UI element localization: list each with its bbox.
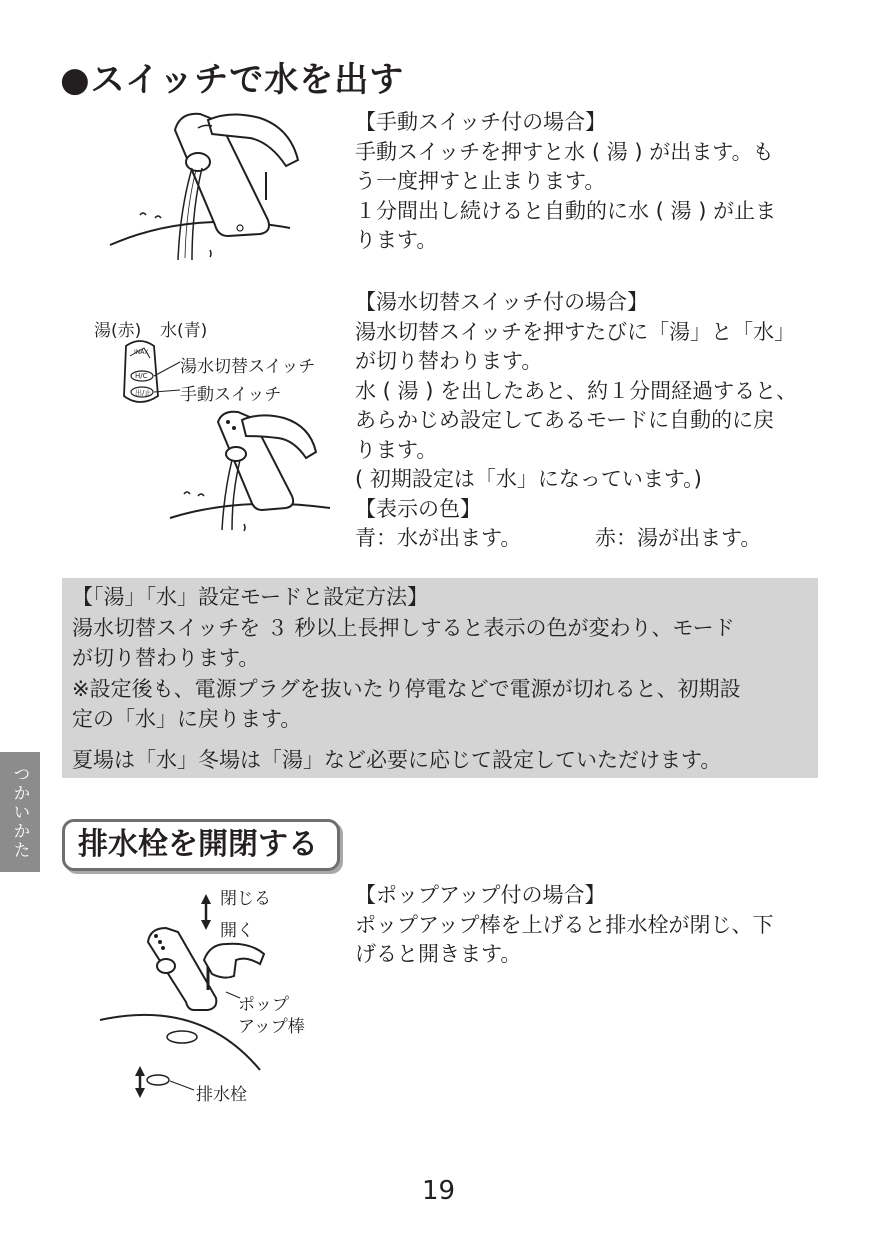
- label-open: 開く: [220, 921, 254, 941]
- label-rod-line2: アップ棒: [238, 1017, 305, 1037]
- text-line: あらかじめ設定してあるモードに自動的に戻: [355, 408, 775, 432]
- toggle-switch-heading: 【湯水切替スイッチ付の場合】: [355, 290, 649, 314]
- faucet-manual-switch-illustration: [100, 100, 320, 270]
- indicator-blue-text: 青：水が出ます。: [355, 526, 522, 550]
- popup-drain-instructions: [355, 881, 774, 970]
- section-title-drain: 排水栓を開閉する: [62, 819, 340, 871]
- faucet-toggle-illustration: [160, 408, 340, 538]
- text-line: が切り替わります。: [355, 349, 543, 373]
- label-hot-red: 湯(赤): [94, 321, 142, 341]
- badge-brand: INAX: [134, 349, 149, 356]
- indicator-red-text: 赤：湯が出ます。: [595, 526, 762, 550]
- side-tab-usage: つかいかた: [0, 752, 40, 872]
- label-close: 閉じる: [220, 889, 271, 909]
- text-line: う一度押すと止まります。: [355, 169, 606, 193]
- page-number: 19: [421, 1176, 456, 1206]
- note-heading: 【「湯」「水」設定モードと設定方法】: [72, 585, 429, 609]
- text-line: 定の「水」に戻ります。: [72, 707, 302, 731]
- note-seasonal-tip: 夏場は「水」冬場は「湯」など必要に応じて設定していただけます。: [72, 748, 722, 772]
- text-line: げると開きます。: [355, 942, 522, 966]
- manual-switch-instructions: [355, 108, 776, 256]
- section-title-switch-water: ●スイッチで水を出す: [60, 60, 405, 100]
- popup-heading: 【ポップアップ付の場合】: [355, 883, 606, 907]
- popup-drain-illustration: [100, 880, 320, 1100]
- settings-note-text: [72, 582, 741, 735]
- text-line: １分間出し続けると自動的に水 ( 湯 ) が止ま: [355, 198, 777, 223]
- indicator-colors-row: [355, 524, 797, 554]
- toggle-switch-instructions: [355, 288, 797, 554]
- text-line: 【表示の色】: [355, 496, 481, 521]
- text-line: ポップアップ棒を上げると排水栓が閉じ、下: [355, 912, 774, 937]
- badge-toggle: H/C: [135, 372, 148, 380]
- text-line: 水 ( 湯 ) を出したあと、約１分間経過すると、: [355, 378, 798, 403]
- text-line: が切り替わります。: [72, 646, 260, 670]
- text-line: 湯水切替スイッチを ３ 秒以上長押しすると表示の色が変わり、モード: [72, 615, 735, 640]
- switch-panel-illustration: [120, 336, 190, 416]
- text-line: ( 初期設定は「水」になっています。): [355, 467, 702, 491]
- badge-stop: 出/止: [135, 389, 152, 397]
- text-line: ります。: [355, 437, 438, 462]
- text-line: 湯水切替スイッチを押すたびに「湯」と「水」: [355, 319, 796, 344]
- label-cold-blue: 水(青): [160, 321, 208, 341]
- text-line: ります。: [355, 228, 438, 252]
- text-line: ※設定後も、電源プラグを抜いたり停電などで電源が切れると、初期設: [72, 676, 741, 701]
- label-rod-line1: ポップ: [238, 995, 289, 1015]
- label-manual-switch: 手動スイッチ: [180, 385, 282, 405]
- label-drain: 排水栓: [196, 1085, 247, 1105]
- text-line: 手動スイッチを押すと水 ( 湯 ) が出ます。も: [355, 139, 774, 164]
- label-toggle-switch: 湯水切替スイッチ: [180, 357, 316, 377]
- manual-switch-heading: 【手動スイッチ付の場合】: [355, 110, 607, 134]
